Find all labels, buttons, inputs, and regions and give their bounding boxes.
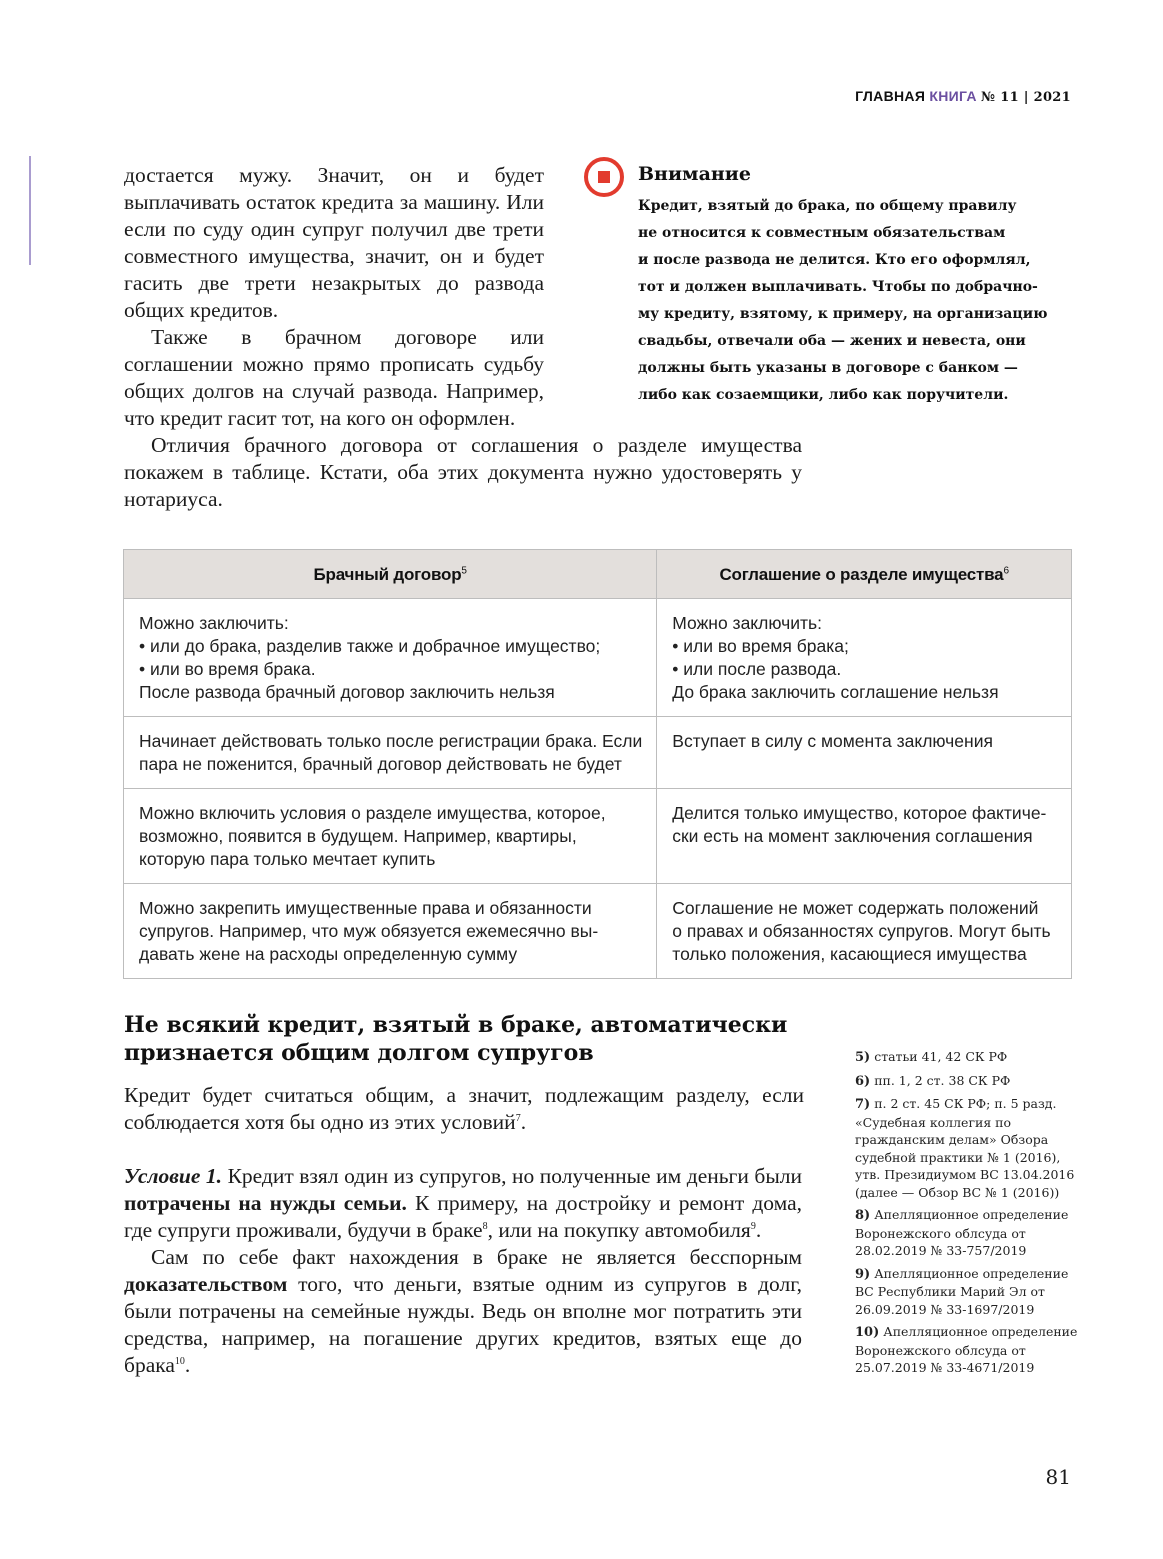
footnote-ref: 7 (515, 1112, 521, 1124)
paragraph: достается мужу. Значит, он и будет выплачивать остаток кредита за машину. Или если по суду один супруг получил две трети совместного имущества, значит, он и будет гасить две трети незакрытых до развода общих кредитов. (124, 163, 544, 322)
callout-line: должны быть указаны в договоре с банком — (638, 360, 1018, 376)
lead-paragraph: Кредит будет считаться общим, а значит, подлежащим разделу, если соблюдается хотя бы одно из этих условий$^7$. (124, 1083, 804, 1134)
table-cell: Можно включить условия о разделе имущества, которое, возможно, появится в будущем. Например, квартиры, которую пара только мечтает купить (124, 789, 657, 884)
table-cell: Начинает действовать только после регистрации брака. Если пара не поженится, брачный договор действовать не будет (124, 717, 657, 789)
callout-line: Кредит, взятый до брака, по общему правилу (638, 198, 1017, 214)
comparison-table (123, 549, 1072, 979)
intro-paragraph-block (124, 432, 802, 513)
paragraph: Отличия брачного договора от соглашения о разделе имущества покажем в таблице. Кстати, оба этих документа нужно удостоверять у нотариуса. (124, 433, 802, 511)
callout-line: тот и должен выплачивать. Чтобы по добрачно- (638, 279, 1038, 295)
table-cell: Можно закрепить имущественные права и обязанности супругов. Например, что муж обязуется ежемесячно вы- давать жене на расходы определенную сумму (124, 884, 657, 979)
table-row (124, 717, 1072, 789)
left-column-text (124, 162, 544, 432)
table-cell: Делится только имущество, которое фактиче- ски есть на момент заключения соглашения (657, 789, 1072, 884)
running-head (855, 88, 1071, 105)
footnote-ref: 10 (174, 1355, 185, 1367)
callout-body (638, 193, 1078, 409)
brand-name-part1: ГЛАВНАЯ (855, 88, 926, 104)
callout-title: Внимание (638, 163, 751, 185)
table-header-row (124, 550, 1072, 599)
table-cell: Вступает в силу с момента заключения (657, 717, 1072, 789)
section-heading: Не всякий кредит, взятый в браке, автоматически признается общим долгом супругов (124, 1012, 788, 1066)
footnote: 9) Апелляционное определение ВС Республики Марий Эл от 26.09.2019 № 33-1697/2019 (855, 1265, 1069, 1317)
footnote: 8) Апелляционное определение Воронежского облсуда от 28.02.2019 № 33-757/2019 (855, 1207, 1069, 1258)
brand-name-part2: КНИГА (929, 88, 977, 104)
column-header-marriage-contract: Брачный договор$^5$ (124, 550, 657, 599)
footnote-ref: 6 (1003, 564, 1009, 576)
table-row (124, 599, 1072, 717)
page-number: 81 (1045, 1465, 1071, 1489)
emphasis: потрачены на нужды семьи. (124, 1191, 407, 1215)
condition-paragraph: Условие 1. Кредит взял один из супругов, но полученные им деньги были потрачены на нужды семьи. К примеру, на достройку и ремонт дома, где супруги проживали, будучи в браке$^8$, или на покупку автомобиля$^9$. (124, 1164, 803, 1242)
footnote: 5) статьи 41, 42 СК РФ (855, 1049, 1008, 1065)
callout-line: не относится к совместным обязательствам (638, 225, 1006, 241)
footnote: 7) п. 2 ст. 45 СК РФ; п. 5 разд. «Судебная коллегия по гражданским делам» Обзора судебной практики № 1 (2016), утв. Президиумом ВС 13.04.2016 (далее — Обзор ВС № 1 (2016)) (855, 1096, 1075, 1200)
paragraph: Сам по себе факт нахождения в браке не является бесспорным доказательством того, что деньги, взятые одним из супругов в долг, были потрачены на семейные нужды. Ведь он вполне мог потратить эти средства, например, на погашение других кредитов, взятых еще до брака$^{10}$. (124, 1245, 802, 1377)
footnote: 10) Апелляционное определение Воронежского облсуда от 25.07.2019 № 33-4671/2019 (855, 1324, 1078, 1375)
callout-line: и после развода не делится. Кто его оформлял, (638, 252, 1031, 268)
callout-line: му кредиту, взятому, к примеру, на организацию (638, 306, 1048, 322)
callout-line: либо как созаемщики, либо как поручители. (638, 387, 1009, 403)
footnotes-sidebar (855, 1048, 1080, 1382)
issue-number: № 11 | 2021 (980, 90, 1071, 105)
condition-label: Условие 1. (124, 1164, 223, 1188)
footnote-ref: 8 (482, 1220, 488, 1232)
condition-block (124, 1163, 802, 1379)
footnote-ref: 9 (750, 1220, 756, 1232)
warning-stop-icon (584, 157, 624, 197)
column-header-property-agreement: Соглашение о разделе имущества$^6$ (657, 550, 1072, 599)
footnote: 6) пп. 1, 2 ст. 38 СК РФ (855, 1072, 1011, 1089)
callout-line: свадьбы, отвечали оба — жених и невеста, они (638, 333, 1026, 349)
table-row (124, 789, 1072, 884)
paragraph: Также в брачном договоре или соглашении можно прямо прописать судьбу общих долгов на случай развода. Например, что кредит гасит тот, на кого он оформлен. (124, 325, 544, 430)
table-row (124, 884, 1072, 979)
table-cell: Можно заключить: • или во время брака; • или после развода. До брака заключить соглашение нельзя (657, 599, 1072, 717)
emphasis: доказательством (124, 1272, 288, 1296)
table-cell: Можно заключить: • или до брака, разделив также и добрачное имущество; • или во время брака. После развода брачный договор заключить нельзя (124, 599, 657, 717)
margin-rule (29, 156, 31, 265)
footnote-ref: 5 (461, 564, 467, 576)
table-cell: Соглашение не может содержать положений о правах и обязанностях супругов. Могут быть только положения, касающиеся имущества (657, 884, 1072, 979)
